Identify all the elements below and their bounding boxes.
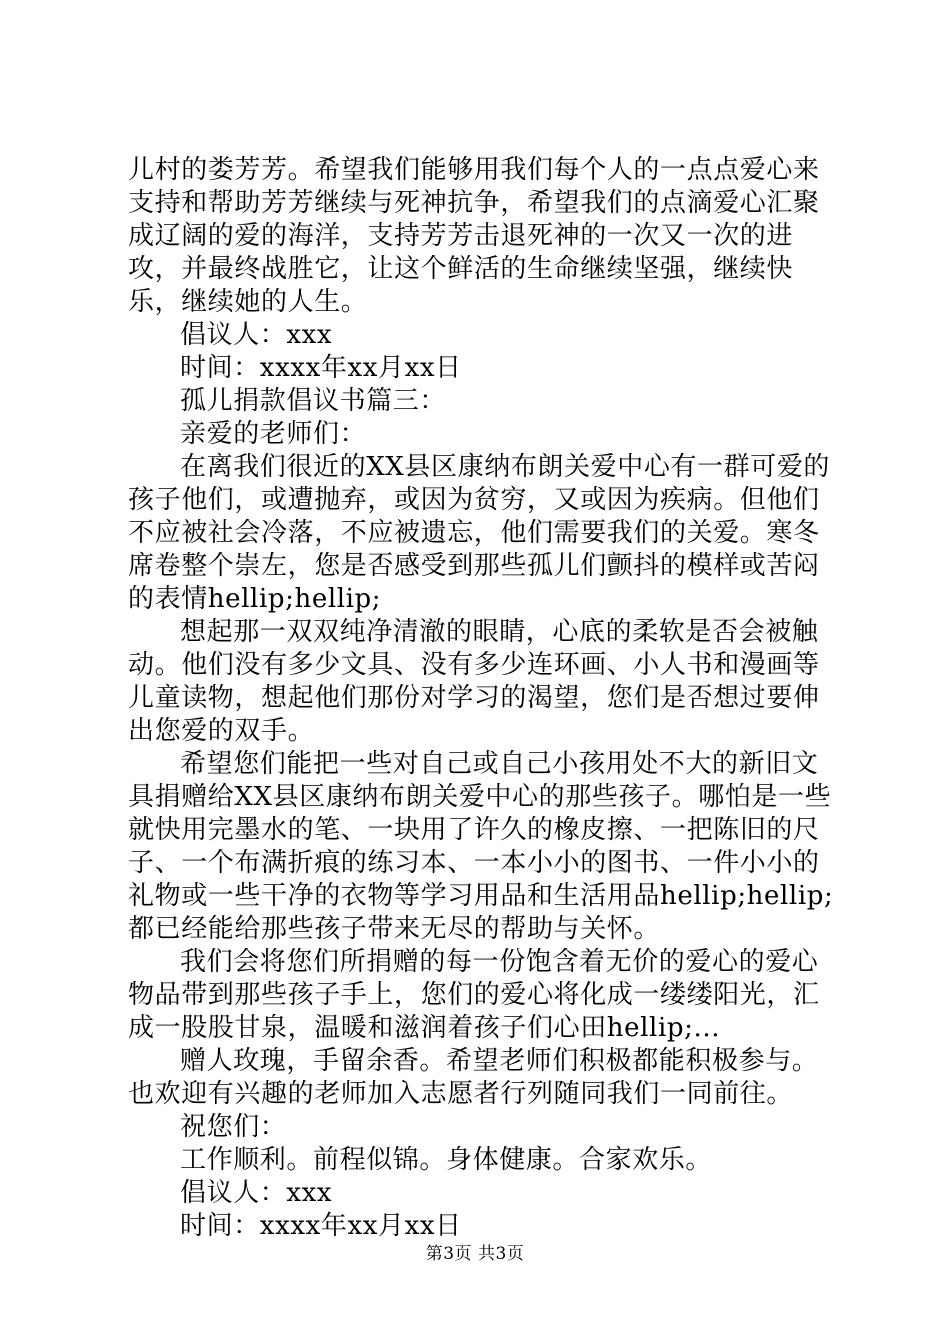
page-footer: 第3页 共3页 — [425, 1244, 525, 1264]
section-heading: 孤儿捐款倡议书篇三： — [180, 386, 447, 416]
closing-blessing: 工作顺利。前程似锦。身体健康。合家欢乐。 — [180, 1145, 713, 1175]
paragraph-continuation: 儿村的娄芳芳。希望我们能够用我们每个人的一点点爱心来支持和帮助芳芳继续与死神抗争，希望我们的点滴爱心汇聚成辽阔的爱的海洋，支持芳芳击退死神的一次又一次的进攻，并最终战胜它，让这个鲜活的生命继续坚强，继续快乐，继续她的人生。 — [128, 155, 820, 317]
document-body — [128, 154, 838, 1243]
proposer-line: 倡议人：xxx — [180, 320, 333, 350]
body-paragraph: 想起那一双双纯净清澈的眼睛，心底的柔软是否会被触动。他们没有多少文具、没有多少连环画、小人书和漫画等儿童读物，想起他们那份对学习的渴望，您们是否想过要伸出您爱的双手。 — [128, 617, 820, 746]
proposer-line: 倡议人：xxx — [180, 1178, 333, 1208]
body-paragraph: 赠人玫瑰，手留余香。希望老师们积极都能积极参与。也欢迎有兴趣的老师加入志愿者行列随同我们一同前往。 — [128, 1046, 819, 1109]
salutation: 亲爱的老师们： — [180, 419, 367, 449]
body-paragraph: 希望您们能把一些对自己或自己小孩用处不大的新旧文具捐赠给XX县区康纳布朗关爱中心的那些孩子。哪怕是一些就快用完墨水的笔、一块用了许久的橡皮擦、一把陈旧的尺子、一个布满折痕的练习本、一本小小的图书、一件小小的礼物或一些干净的衣物等学习用品和生活用品hellip;hellip;都已经能给那些孩子带来无尽的帮助与关怀。 — [128, 749, 834, 944]
closing-wish: 祝您们： — [180, 1112, 287, 1142]
date-line: 时间：xxxx年xx月xx日 — [180, 353, 462, 383]
body-paragraph: 我们会将您们所捐赠的每一份饱含着无价的爱心的爱心物品带到那些孩子手上，您们的爱心将化成一缕缕阳光，汇成一股股甘泉，温暖和滋润着孩子们心田hellip;... — [128, 947, 820, 1043]
body-paragraph: 在离我们很近的XX县区康纳布朗关爱中心有一群可爱的孩子他们，或遭抛弃，或因为贫穷，又或因为疾病。但他们不应被社会冷落，不应被遗忘，他们需要我们的关爱。寒冬席卷整个崇左，您是否感受到那些孤儿们颤抖的模样或苦闷的表情hellip;hellip; — [128, 452, 831, 614]
date-line: 时间：xxxx年xx月xx日 — [180, 1211, 462, 1241]
